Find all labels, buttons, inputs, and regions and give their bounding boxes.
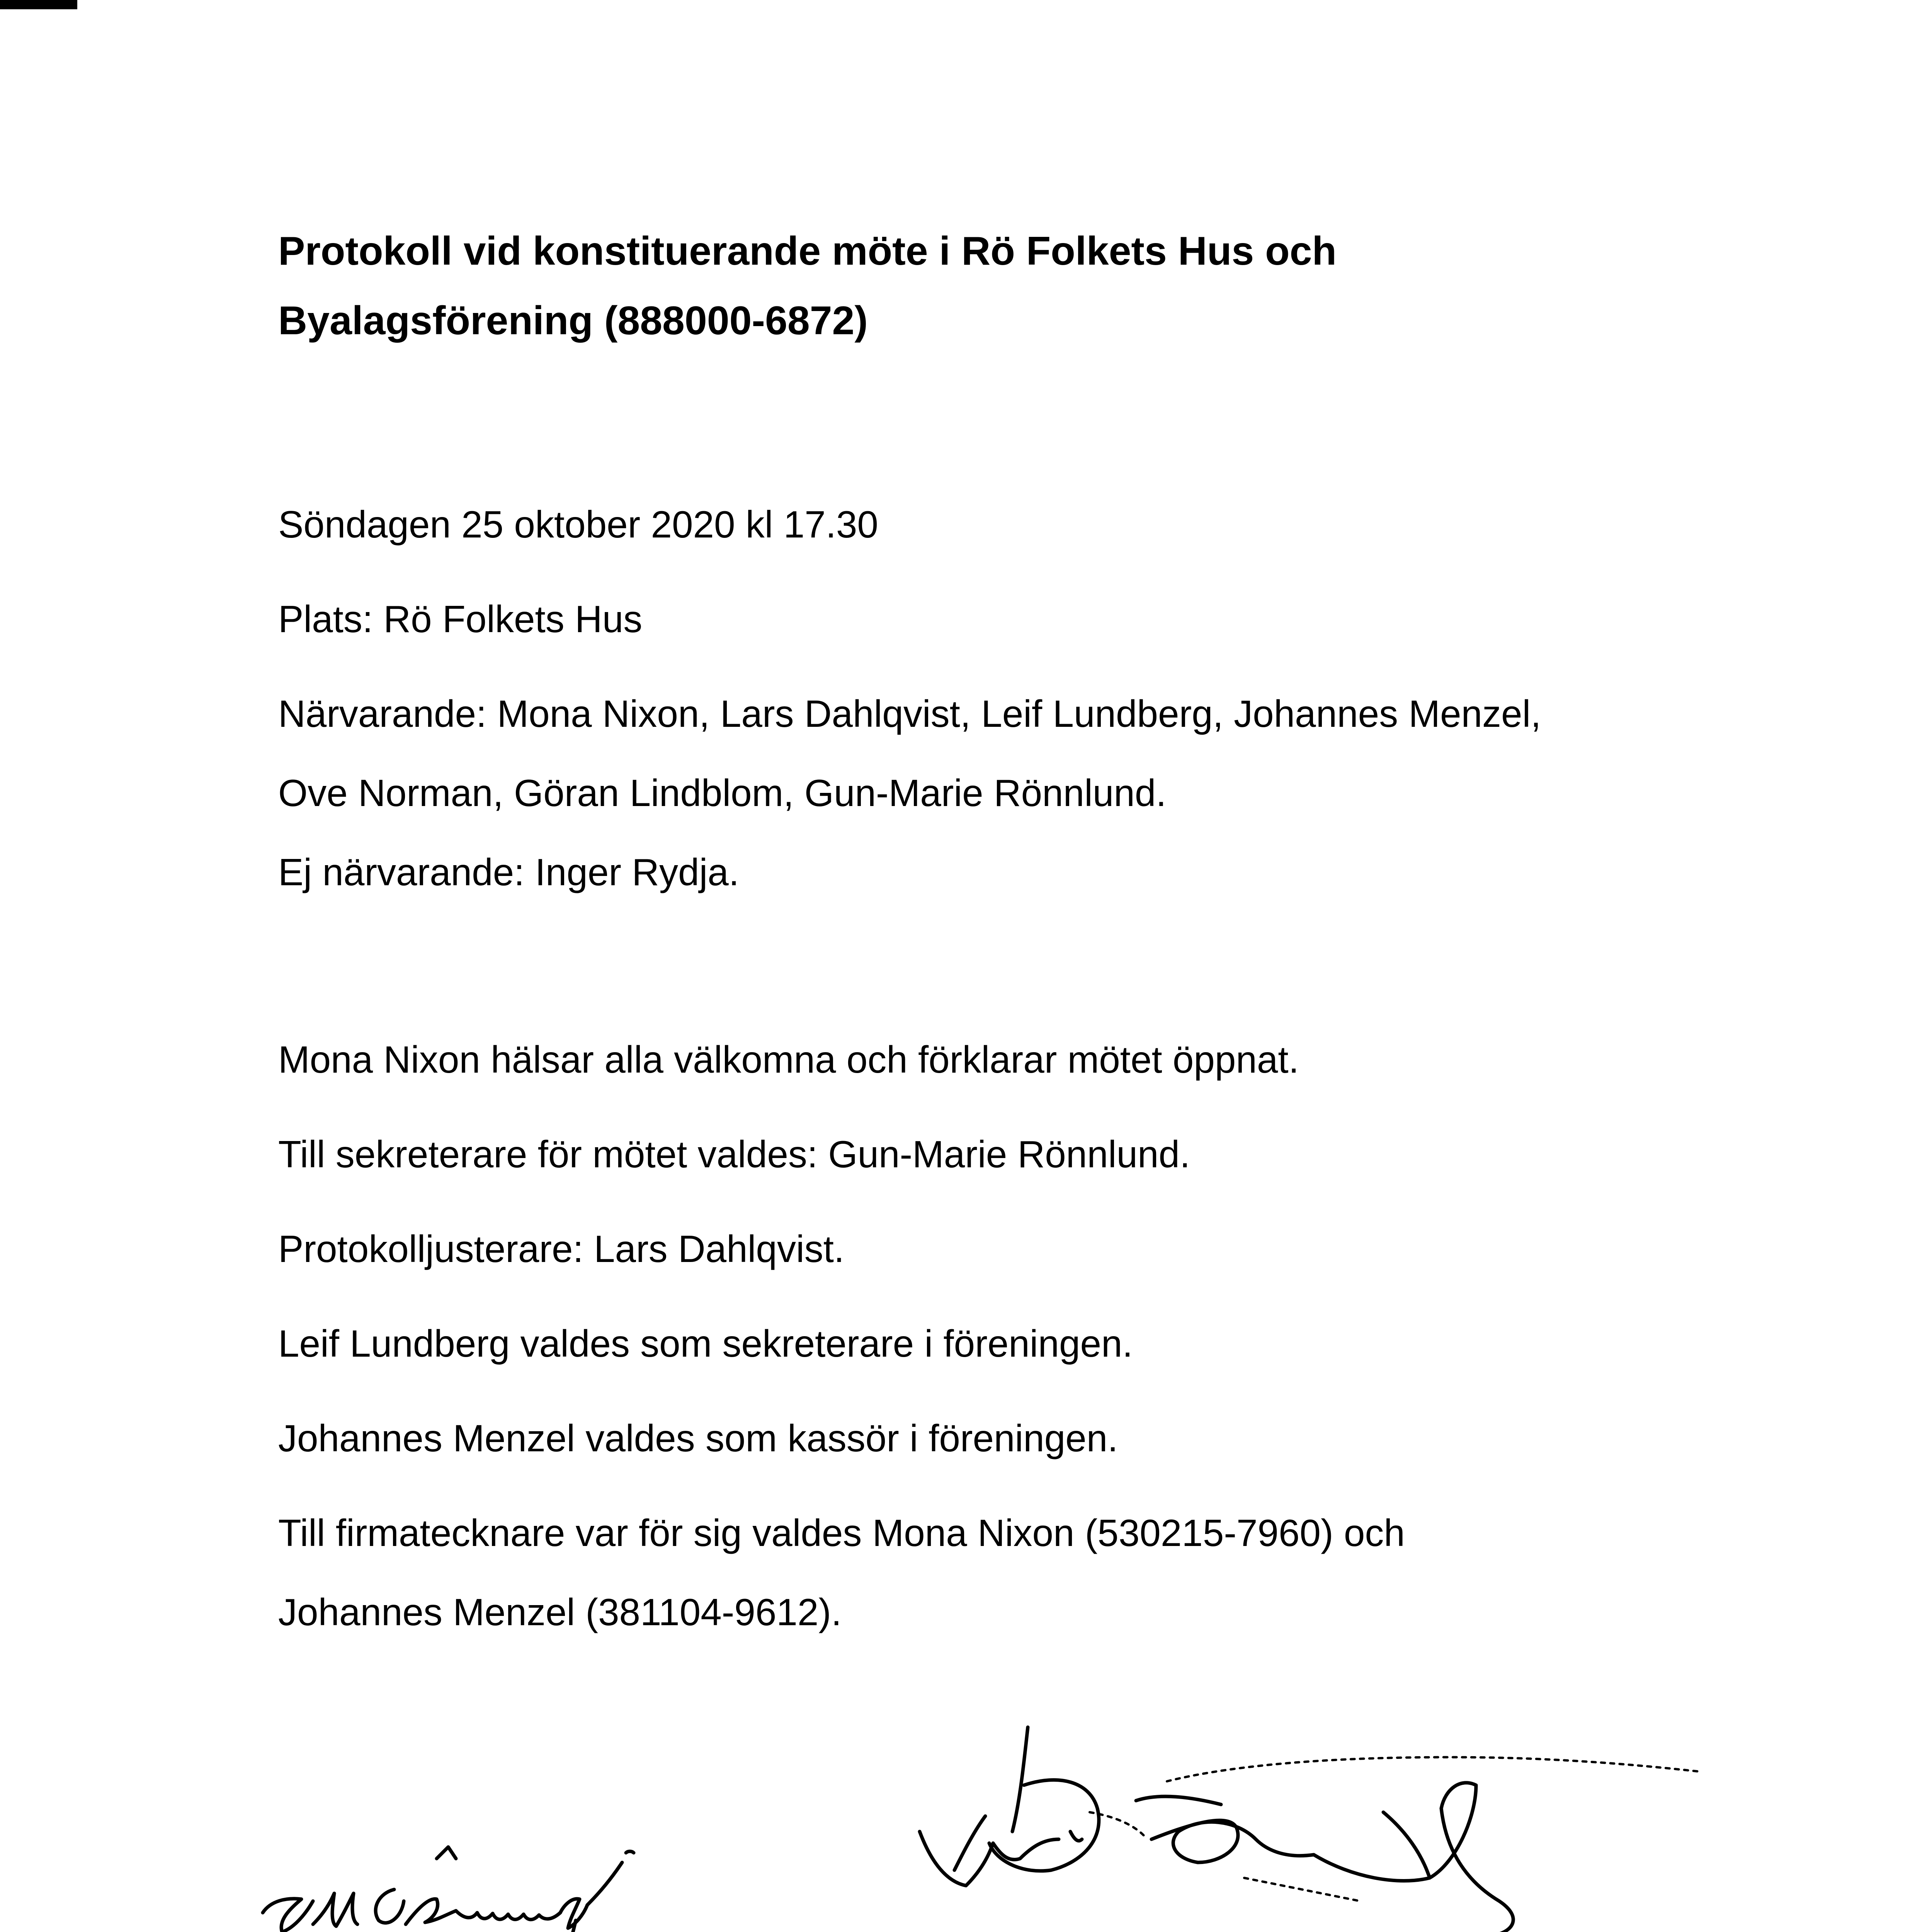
signatories-line-1: Till firmatecknare var för sig valdes Mona Nixon (530215-7960) och [278,1512,1405,1554]
minutes-item: Johannes Menzel valdes som kassör i föreningen. [278,1417,1118,1459]
title-line-2: Byalagsförening (888000-6872) [278,298,868,343]
signature-right [896,1716,1716,1932]
attendees-line-2: Ove Norman, Göran Lindblom, Gun-Marie Rönnlund. [278,772,1167,814]
attendees-line-1: Närvarande: Mona Nixon, Lars Dahlqvist, Leif Lundberg, Johannes Menzel, [278,692,1541,735]
signatories-line-2: Johannes Menzel (381104-9612). [278,1591,842,1633]
minutes-item: Mona Nixon hälsar alla välkomna och förklarar mötet öppnat. [278,1038,1299,1081]
document-title [278,216,1708,355]
meeting-date: Söndagen 25 oktober 2020 kl 17.30 [278,503,878,546]
meeting-place: Plats: Rö Folkets Hus [278,598,643,640]
absentees: Ej närvarande: Inger Rydja. [278,851,739,893]
minutes-item: Protokolljusterare: Lars Dahlqvist. [278,1228,845,1270]
minutes-item: Till sekreterare för mötet valdes: Gun-Marie Rönnlund. [278,1133,1190,1175]
minutes-item: Leif Lundberg valdes som sekreterare i föreningen. [278,1322,1133,1365]
signature-left [255,1832,680,1932]
attendees [278,674,1541,833]
scan-edge-mark [0,0,77,9]
title-line-1: Protokoll vid konstituerande möte i Rö Folkets Hus och [278,229,1337,274]
authorized-signatories [278,1493,1405,1652]
document-page [278,0,1785,1932]
